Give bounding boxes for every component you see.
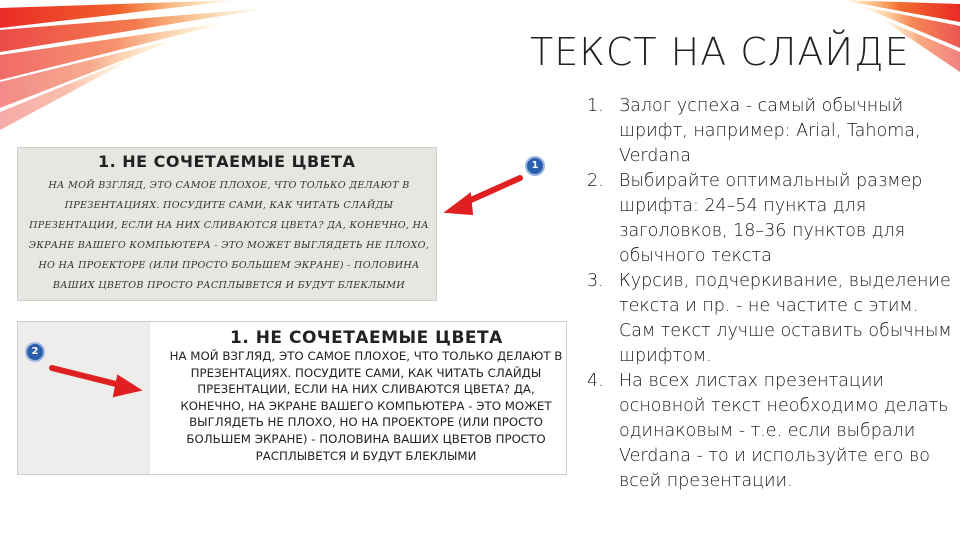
- list-item-text: Курсив, подчеркивание, выделение текста и пр. - не частите с этим. Сам текст лучше оставить обычным шрифтом.: [619, 271, 952, 366]
- number-badge-icon: 1: [525, 156, 545, 176]
- arrow-icon: [52, 368, 140, 396]
- slide-title: ТЕКСТ НА СЛАЙДЕ: [530, 30, 910, 74]
- list-item-text: На всех листах презентации основной текст необходимо делать одинаковым - т.е. если выбрали Verdana - то и используйте его во всей презентации.: [619, 371, 949, 491]
- example-body-text: НА МОЙ ВЗГЛЯД, ЭТО САМОЕ ПЛОХОЕ, ЧТО ТОЛЬКО ДЕЛАЮТ В ПРЕЗЕНТАЦИЯХ. ПОСУДИТЕ САМИ, КАК ЧИТАТЬ СЛАЙДЫ ПРЕЗЕНТАЦИИ, ЕСЛИ НА НИХ СЛИВАЮТСЯ ЦВЕТА? ДА, КОНЕЧНО, НА ЭКРАНЕ ВАШЕГО КОМПЬЮТЕРА - ЭТО МОЖЕТ ВЫГЛЯДЕТЬ НЕ ПЛОХО, НО НА ПРОЕКТОРЕ (ИЛИ ПРОСТО БОЛЬШЕМ ЭКРАНЕ) - ПОЛОВИНА ВАШИХ ЦВЕТОВ ПРОСТО РАСПЛЫВЕТСЯ И БУДУТ БЛЕКЛЫМИ: [169, 349, 563, 463]
- list-item-number: 3.: [587, 271, 604, 291]
- example-heading: 1. НЕ СОЧЕТАЕМЫЕ ЦВЕТА: [98, 152, 356, 171]
- list-item-number: 4.: [587, 371, 604, 391]
- example-body-text: НА МОЙ ВЗГЛЯД, ЭТО САМОЕ ПЛОХОЕ, ЧТО ТОЛЬКО ДЕЛАЮТ В ПРЕЗЕНТАЦИЯХ. ПОСУДИТЕ САМИ, КАК ЧИТАТЬ СЛАЙДЫ ПРЕЗЕНТАЦИИ, ЕСЛИ НА НИХ СЛИВАЮТСЯ ЦВЕТА? ДА, КОНЕЧНО, НА ЭКРАНЕ ВАШЕГО КОМПЬЮТЕРА - ЭТО МОЖЕТ ВЫГЛЯДЕТЬ НЕ ПЛОХО, НО НА ПРОЕКТОРЕ (ИЛИ ПРОСТО БОЛЬШЕМ ЭКРАНЕ) - ПОЛОВИНА ВАШИХ ЦВЕТОВ ПРОСТО РАСПЛЫВЕТСЯ И БУДУТ БЛЕКЛЫМИ: [28, 180, 430, 291]
- list-item-text: Залог успеха - самый обычный шрифт, например: Arial, Tahoma, Verdana: [619, 96, 921, 166]
- arrow-icon: [446, 178, 520, 214]
- list-item-number: 2.: [587, 171, 604, 191]
- list-item-text: Выбирайте оптимальный размер шрифта: 24–54 пункта для заголовков, 18–36 пунктов для обычного текста: [619, 171, 923, 266]
- example-heading: 1. НЕ СОЧЕТАЕМЫЕ ЦВЕТА: [230, 328, 503, 348]
- number-badge-icon: 2: [25, 342, 45, 362]
- list-item-number: 1.: [587, 96, 604, 116]
